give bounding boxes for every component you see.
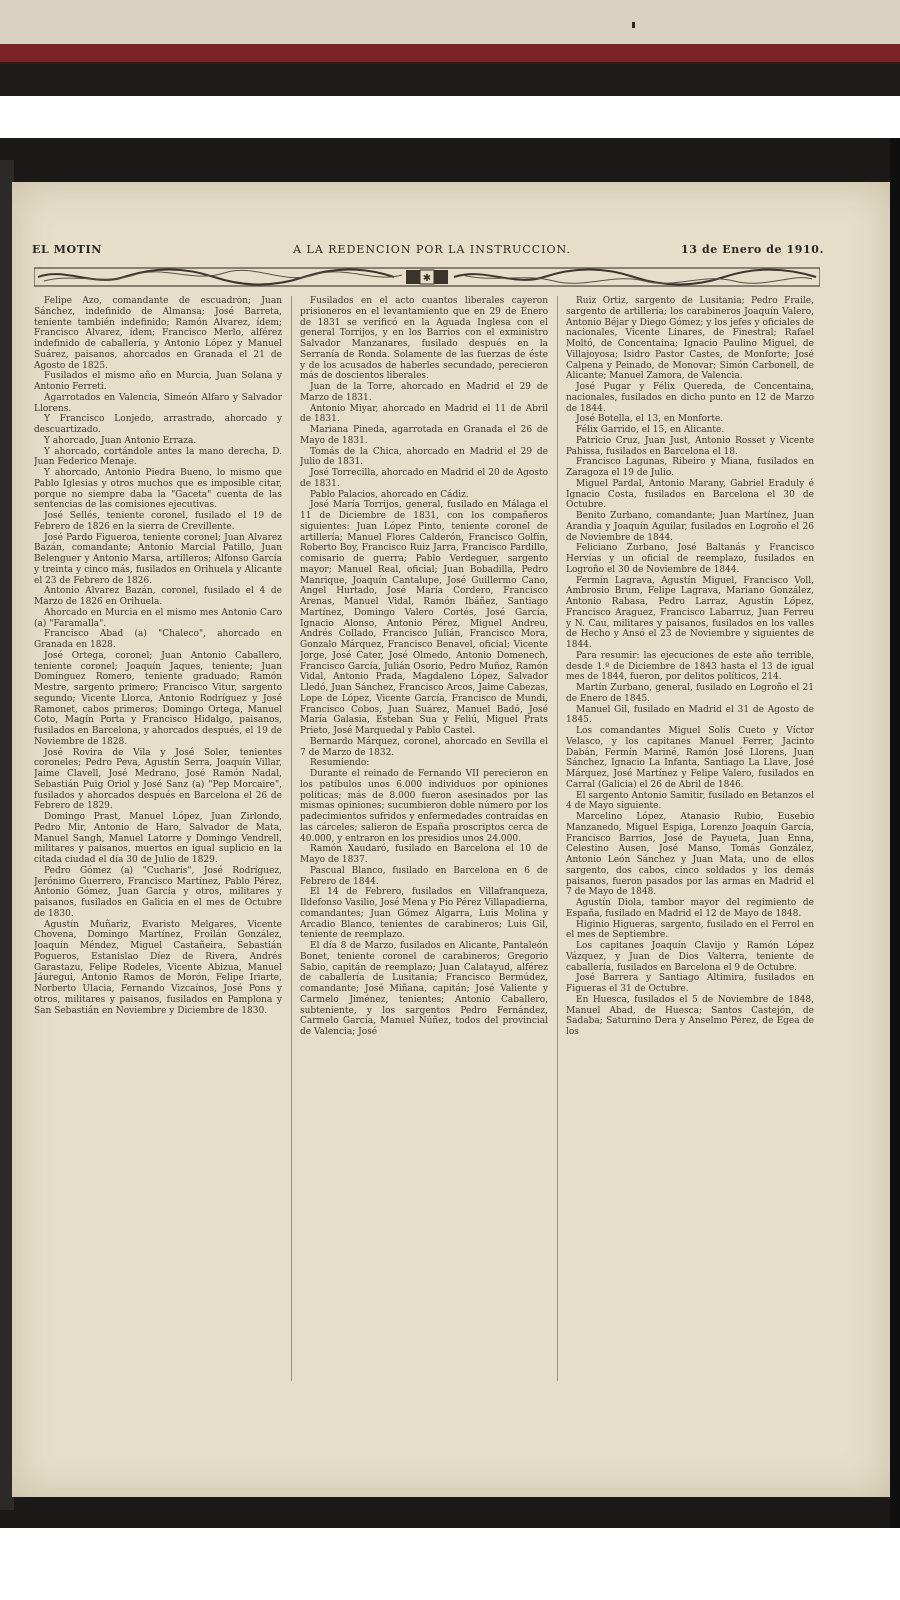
article-columns bbox=[34, 296, 824, 1386]
paragraph: Felipe Azo, comandante de escuadrón; Juan Sánchez, indefinido de Almansa; José Barreta, teniente también indefinido; Ramón Alvarez, ídem; Francisco Alvarez, ídem; Francisco Merlo, alférez indefinido de caballería, y Antonio López y Manuel Suárez, paisanos, ahorcados en Granada el 21 de Agosto de 1825. bbox=[34, 296, 282, 371]
issue-date: 13 de Enero de 1910. bbox=[681, 243, 824, 256]
paragraph: Manuel Gil, fusilado en Madrid el 31 de Agosto de 1845. bbox=[566, 704, 814, 726]
column-3 bbox=[566, 296, 814, 1386]
paragraph: José María Torrijos, general, fusilado en Málaga el 11 de Diciembre de 1831, con los compañeros siguientes: Juan López Pinto, teniente coronel de artillería; Manuel Flores Calderón, Francisco Golfín, Roberto Boy, Francisco Ruiz Jarra, Francisco Pardillo, comisario de guerra; Pablo Verdeguer, sargento mayor; Manuel Real, oficial; Juan Bobadilla, Pedro Manrique, Joaquín Cantalupe, José Guillermo Cano, Angel Hurtado, José María Cordero, Francisco Arenas, Manuel Vidal, Ramón Ibáñez, Santiago Martínez, Domingo Valero Cortés, José García, Ignacio Alonso, Antonio Pérez, Miguel Andreu, Andrés Collado, Francisco Julián, Francisco Mora, Gonzalo Márquez, Francisco Benavel, oficial; Vicente Jorge, José Cater, José Olmedo, Antonio Domenech, Francisco García, Julián Osorio, Pedro Muñoz, Ramón Vidal, Antonio Prada, Magdaleno López, Salvador Lledó, Juan Sánchez, Francisco Arcos, Jaime Cabezas, Lope de López, Vicente García, Francisco de Mundi, Francisco Cobos, Juan Suárez, Manuel Badó, José María Galasia, Esteban Sua y Feliú, Miguel Prats Prieto, José Marquedal y Pablo Castel. bbox=[300, 500, 548, 736]
paragraph: Durante el reinado de Fernando VII perecieron en los patíbulos unos 6.000 individuos por opiniones políticas; más de 8.000 fueron asesinados por las mismas opiniones; sucumbieron doble número por los padecimientos sufridos y enfermedades contraídas en las cárceles; salieron de España proscriptos cerca de 40.000, y entraron en los presidios unos 24.000. bbox=[300, 769, 548, 844]
paragraph: Agustín Diola, tambor mayor del regimiento de España, fusilado en Madrid el 12 de Mayo de 1848. bbox=[566, 898, 814, 919]
paragraph: Los capitanes Joaquín Clavijo y Ramón López Vázquez, y Juan de Dios Valterra, teniente de caballería, fusilados en Barcelona el 9 de Octubre. bbox=[566, 941, 814, 973]
book-cover-edge bbox=[0, 44, 900, 62]
paragraph: Ruiz Ortiz, sargento de Lusitania; Pedro Fraile, sargento de artillería; los carabineros Joaquín Valero, Antonio Béjar y Diego Gómez; y los jefes y oficiales de nacionales, Vicente Linares, de Finestral; Rafael Moltó, de Concentaina; Ignacio Paulino Miguel, de Villajoyosa; Isidro Pastor Castes, de Monforte; José Calpena y Peinado, de Monovar; Simón Carbonell, de Alicante; Manuel Zamora, de Valencia. bbox=[566, 296, 814, 382]
paragraph: El 14 de Febrero, fusilados en Villafranqueza, Ildefonso Vasilio, José Mena y Pío Pérez Villapadierna, comandantes; Juan Gómez Algarra, Luis Molina y Arcadio Blanco, tenientes de carabineros; Luis Gil, teniente de reemplazo. bbox=[300, 887, 548, 941]
paragraph: Y Francisco Lonjedo, arrastrado, ahorcado y descuartizado. bbox=[34, 414, 282, 435]
svg-text:✱: ✱ bbox=[422, 273, 432, 284]
paragraph: Antonio Miyar, ahorcado en Madrid el 11 de Abril de 1831. bbox=[300, 403, 548, 425]
ornamental-border bbox=[34, 267, 820, 287]
paragraph: José Sellés, teniente coronel, fusilado el 19 de Febrero de 1826 en la sierra de Crevillente. bbox=[34, 511, 282, 532]
photo-bottom-margin bbox=[0, 1528, 900, 1600]
paragraph: Miguel Pardal, Antonio Marany, Gabriel Eraduly é Ignacio Costa, fusilados en Barcelona el 30 de Octubre. bbox=[566, 478, 814, 511]
ink-mark bbox=[632, 22, 635, 28]
paragraph: Y ahorcado, Antonio Piedra Bueno, lo mismo que Pablo Iglesias y otros muchos que es imposible citar, porque no siempre daba la "Gaceta" cuenta de las sentencias de las comisiones ejecutivas. bbox=[34, 468, 282, 511]
page-right-edge bbox=[890, 138, 900, 1528]
newspaper-title: EL MOTIN bbox=[32, 243, 102, 256]
paragraph: Higinio Higueras, sargento, fusilado en el Ferrol en el mes de Septiembre. bbox=[566, 919, 814, 941]
paragraph: Benito Zurbano, comandante; Juan Martínez, Juan Arandia y Joaquín Aguilar, fusilados en Logroño el 26 de Noviembre de 1844. bbox=[566, 511, 814, 543]
paragraph: El sargento Antonio Samitir, fusilado en Betanzos el 4 de Mayo siguiente. bbox=[566, 790, 814, 812]
paragraph: Y ahorcado, Juan Antonio Erraza. bbox=[44, 435, 197, 446]
paragraph: Mariana Pineda, agarrotada en Granada el 26 de Mayo de 1831. bbox=[300, 425, 548, 446]
paragraph: José Botella, el 13, en Monforte. bbox=[576, 414, 724, 425]
column-2 bbox=[300, 296, 548, 1386]
paragraph: José Rovira de Vila y José Soler, tenientes coroneles; Pedro Peva, Agustín Serra, Joaquín Villar, Jaime Clavell, José Medrano, José Ramón Nadal, Sebastián Puig Oriol y José Sanz (a) "Pep Morcaire", fusilados y ahorcados después en Barcelona el 26 de Febrero de 1829. bbox=[34, 747, 282, 812]
paragraph: Ahorcado en Murcia en el mismo mes Antonio Caro (a) "Faramalla". bbox=[34, 607, 282, 629]
paragraph: José Barrera y Santiago Altimira, fusilados en Figueras el 31 de Octubre. bbox=[566, 973, 814, 994]
previous-page-paper bbox=[0, 0, 900, 44]
column-rule bbox=[291, 296, 292, 1381]
paragraph: Agustín Muñariz, Evaristo Melgares, Vicente Chovena, Domingo Martínez, Froilán González, Joaquín Méndez, Miguel Castañeira, Sebastián Pogueros, Estanislao Díez de Rivera, Andrés Garastazu, Felipe Rodeles, Vicente Abizua, Manuel Jáuregui, Antonio Ramos de Morón, Felipe Iriarte, Norberto Ulacia, Fernando Vizcaínos, José Pons y otros, militares y paisanos, fusilados en Pamplona y San Sebastián en Noviembre y Diciembre de 1830. bbox=[34, 919, 282, 1016]
paragraph: José Ortega, coronel; Juan Antonio Caballero, teniente coronel; Joaquín Jaques, teniente; Juan Domínguez Romero, teniente graduado; Ramón Mestre, sargento primero; Francisco Vitur, sargento segundo; Vicente Llorca, Antonio Rodríguez y José Ramonet, cabos primeros; Domingo Ortega, Manuel Coto, Magín Porta y Francisco Hidalgo, paisanos, fusilados en Barcelona, y ahorcados después, el 19 de Noviembre de 1828. bbox=[34, 650, 282, 747]
paragraph: Francisco Lagunas, Ribeiro y Miana, fusilados en Zaragoza el 19 de Julio. bbox=[566, 457, 814, 478]
paragraph: Para resumir: las ejecuciones de este año terrible, desde 1.º de Diciembre de 1843 hasta el 13 de igual mes de 1844, fueron, por delitos políticos, 214. bbox=[566, 650, 814, 683]
column-1 bbox=[34, 296, 282, 1386]
column-rule bbox=[557, 296, 558, 1381]
paragraph: Francisco Abad (a) "Chaleco", ahorcado en Granada en 1828. bbox=[34, 629, 282, 650]
paragraph: Patricio Cruz, Juan Just, Antonio Rosset y Vicente Pahissa, fusilados en Barcelona el 18. bbox=[566, 435, 814, 457]
paragraph: En Huesca, fusilados el 5 de Noviembre de 1848, Manuel Abad, de Huesca; Santos Castejón, de Sadaba; Saturnino Dera y Anselmo Pérez, de Egea de los bbox=[566, 994, 814, 1037]
paragraph: Fermín Lagrava, Agustín Miguel, Francisco Voll, Ambrosio Brum, Felipe Lagrava, Mariano González, Antonio Rabasa, Pedro Larraz, Agustín López, Francisco Araguez, Francisco Labarruz, Juan Ferreu y N. Cau, militares y paisanos, fusilados en los valles de Hecho y Ansó el 23 de Noviembre y siguientes de 1844. bbox=[566, 575, 814, 650]
paragraph: Resumiendo: bbox=[310, 758, 370, 769]
paragraph: Los comandantes Miguel Solís Cueto y Víctor Velasco, y los capitanes Manuel Ferrer, Jacinto Dabán, Fermín Mariné, Ramón José Llorens, Juan Sánchez, Ignacio La Infanta, Santiago La Llave, José Márquez, José Martínez y Felipe Valero, fusilados en Carral (Galicia) el 26 de Abril de 1846. bbox=[566, 726, 814, 790]
paragraph: Agarrotados en Valencia, Simeón Alfaro y Salvador Llorens. bbox=[34, 392, 282, 414]
paragraph: Pedro Gómez (a) "Cucharis", José Rodríguez, Jerónimo Guerrero, Francisco Martínez, Pablo Pérez, Antonio Gómez, Juan García y otros, militares y paisanos, fusilados en Galicia en el mes de Octubre de 1830. bbox=[34, 865, 282, 919]
paragraph: Ramón Xaudaró, fusilado en Barcelona el 10 de Mayo de 1837. bbox=[300, 844, 548, 865]
paragraph: Y ahorcado, cortándole antes la mano derecha, D. Juan Federico Menaje. bbox=[34, 446, 282, 468]
paragraph: José Torrecilla, ahorcado en Madrid el 20 de Agosto de 1831. bbox=[300, 468, 548, 489]
paragraph: José Pugar y Félix Quereda, de Concentaina, nacionales, fusilados en dicho punto en 12 de Marzo de 1844. bbox=[566, 382, 814, 414]
paragraph: El día 8 de Marzo, fusilados en Alicante, Pantaleón Bonet, teniente coronel de carabineros; Gregorio Sabio, capitán de reemplazo; Juan Calatayud, alférez de caballería de Lusitania; Francisco Bermúdez, comandante; José Miñana, capitán; José Valiente y Carmelo Jiménez, tenientes; Antonio Caballero, subteniente, y los sargentos Pedro Fernández, Carmelo García, Manuel Núñez, todos del provincial de Valencia; José bbox=[300, 941, 548, 1037]
dark-background-band bbox=[0, 64, 900, 96]
paragraph: Feliciano Zurbano, José Baltanás y Francisco Hervías y un oficial de reemplazo, fusilados en Logroño el 30 de Noviembre de 1844. bbox=[566, 543, 814, 575]
newspaper-motto: A LA REDENCION POR LA INSTRUCCION. bbox=[293, 243, 571, 256]
paragraph: Pascual Blanco, fusilado en Barcelona en 6 de Febrero de 1844. bbox=[300, 865, 548, 887]
photo-gap bbox=[0, 96, 900, 138]
paragraph: Marcelino López, Atanasio Rubio, Eusebio Manzanedo, Miguel Espiga, Lorenzo Joaquín García, Francisco Barrios, José de Payueta, Juan Enna, Celestino Ausen, José Manso, Tomás González, Antonio León Sánchez y Juan Mata, uno de ellos sargento, dos cabos, cinco soldados y los demás paisanos, fueron pasados por las armas en Madrid el 7 de Mayo de 1848. bbox=[566, 812, 814, 898]
page-header bbox=[32, 243, 824, 263]
paragraph: Domingo Prast, Manuel López, Juan Zirlondo, Pedro Mir, Antonio de Haro, Salvador de Mata, Manuel Sangh, Manuel Latorre y Domingo Vendrell, militares y paisanos, muertos en igual suplicio en la citada ciudad el día 30 de Julio de 1829. bbox=[34, 812, 282, 865]
paragraph: Juan de la Torre, ahorcado en Madrid el 29 de Marzo de 1831. bbox=[300, 382, 548, 403]
paragraph: Félix Garrido, el 15, en Alicante. bbox=[576, 425, 725, 435]
paragraph: Fusilados el mismo año en Murcia, Juan Solana y Antonio Ferreti. bbox=[34, 371, 282, 392]
previous-page-strip bbox=[0, 0, 900, 96]
paragraph: Bernardo Márquez, coronel, ahorcado en Sevilla el 7 de Marzo de 1832. bbox=[300, 736, 548, 758]
paragraph: Fusilados en el acto cuantos liberales cayeron prisioneros en el levantamiento que en 29 de Enero de 1831 se verificó en la Aguada Inglesa con el general Torrijos, y en los Barrios con el exministro Salvador Manzanares, fusilado después en la Serranía de Ronda. Solamente de las fuerzas de éste y de los acusados de haberles secundado, perecieron más de doscientos liberales. bbox=[300, 296, 548, 382]
paragraph: Antonio Alvarez Bazán, coronel, fusilado el 4 de Marzo de 1826 en Orihuela. bbox=[34, 586, 282, 607]
paragraph: Pablo Palacios, ahorcado en Cádiz. bbox=[310, 489, 469, 500]
paragraph: Tomás de la Chica, ahorcado en Madrid el 29 de Julio de 1831. bbox=[300, 446, 548, 468]
paragraph: José Pardo Figueroa, teniente coronel; Juan Alvarez Bazán, comandante; Antonio Marcial Patillo, Juan Belenguer y Antonio Marsa, artilleros; Alfonso García y treinta y cinco más, fusilados en Orihuela y Alicante el 23 de Febrero de 1826. bbox=[34, 532, 282, 586]
paragraph: Martín Zurbano, general, fusilado en Logroño el 21 de Enero de 1845. bbox=[566, 683, 814, 704]
